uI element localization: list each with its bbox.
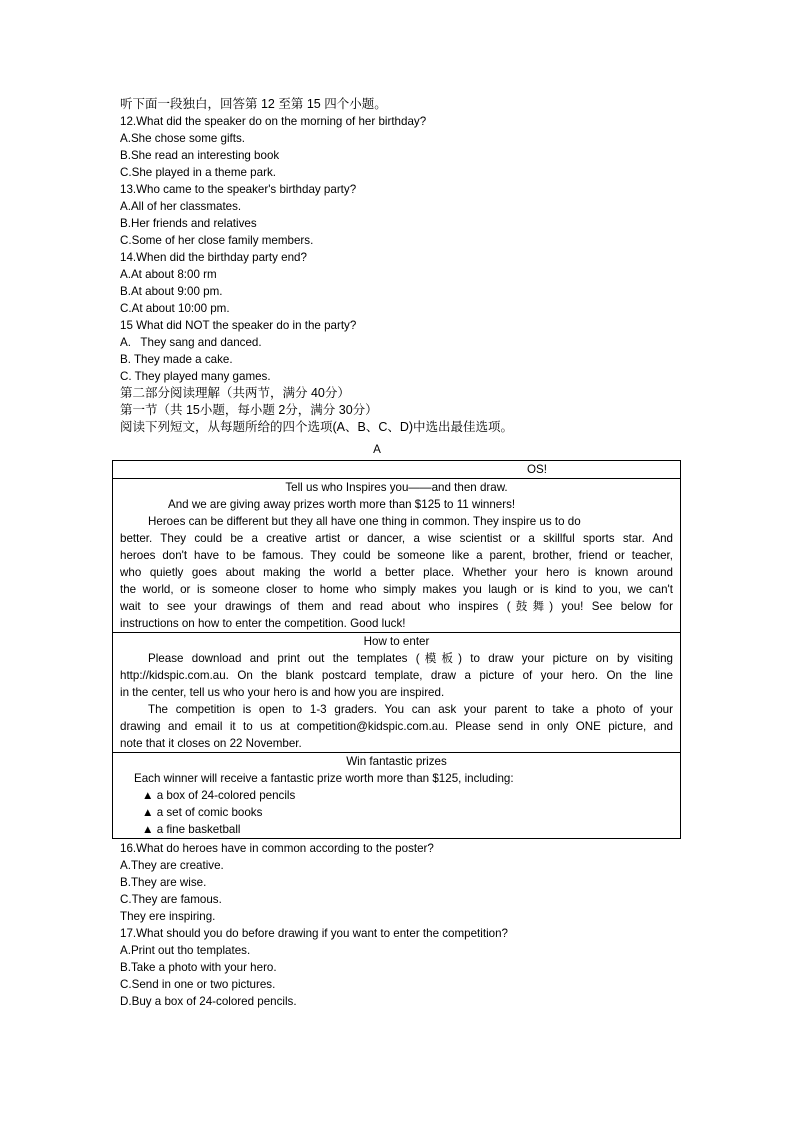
poster-header: OS! — [113, 461, 681, 479]
how-line: in the center, tell us who your hero is and how you are inspired. — [120, 686, 445, 699]
how-line: The competition is open to 1-3 graders. You can ask your parent to take a photo of your — [148, 703, 673, 716]
intro-line: wait to see your drawings of them and read about who inspires (鼓舞) you! See below for — [120, 600, 673, 613]
prizes-title: Win fantastic prizes — [346, 755, 447, 768]
intro-line: better. They could be a creative artist or dancer, a wise scientist or a skillful sports star. And — [120, 532, 673, 545]
prize-text: a fine basketball — [156, 823, 241, 836]
option-line: A.Print out tho templates. — [120, 944, 251, 957]
intro-line: who quietly goes about making the world a better place. Whether your hero is known around — [120, 566, 673, 579]
option-line: A. They sang and danced. — [120, 336, 262, 349]
passage-label: A — [373, 443, 381, 456]
question-line: 14.When did the birthday party end? — [120, 251, 307, 264]
how-line: http://kidspic.com.au. On the blank postcard template, draw a picture of your hero. On the line — [120, 669, 673, 682]
question-line: 12.What did the speaker do on the morning of her birthday? — [120, 115, 427, 128]
how-to-enter-title: How to enter — [363, 635, 430, 648]
prizes-cell — [113, 753, 681, 839]
intro-line: heroes don't have to be famous. They could be someone like a parent, brother, friend or teacher, — [120, 549, 673, 562]
reading-instruction: 阅读下列短文，从每题所给的四个选项(A、B、C、D)中选出最佳选项。 — [120, 420, 514, 434]
section-title: 第一节（共 15小题，每小题 2分，满分 30分） — [120, 403, 378, 417]
prize-item — [120, 787, 673, 804]
how-line: drawing and email it to us at competition@kidspic.com.au. Please send in only ONE picture, and — [120, 720, 673, 733]
option-line: B.Her friends and relatives — [120, 217, 257, 230]
part-title: 第二部分阅读理解（共两节，满分 40分） — [120, 386, 350, 400]
listening-instruction: 听下面一段独白，回答第 12 至第 15 四个小题。 — [120, 97, 387, 111]
poster-table — [112, 460, 681, 839]
option-line: B. They made a cake. — [120, 353, 233, 366]
option-line: B.She read an interesting book — [120, 149, 280, 162]
poster-subheadline: And we are giving away prizes worth more than $125 to 11 winners! — [168, 498, 516, 511]
question-line: 17.What should you do before drawing if you want to enter the competition? — [120, 927, 508, 940]
triangle-bullet-icon: ▲ — [142, 789, 154, 802]
intro-line: the world, or is someone closer to home who simply makes you laugh or is kind to you, we can't — [120, 583, 673, 596]
option-line: B.At about 9:00 pm. — [120, 285, 223, 298]
option-line: They ere inspiring. — [120, 910, 216, 923]
option-line: C.Some of her close family members. — [120, 234, 314, 247]
reading-questions — [120, 840, 590, 1010]
option-line: C.At about 10:00 pm. — [120, 302, 230, 315]
how-line: note that it closes on 22 November. — [120, 737, 302, 750]
prize-item — [120, 804, 673, 821]
question-line: 15 What did NOT the speaker do in the party? — [120, 319, 357, 332]
option-line: A.She chose some gifts. — [120, 132, 246, 145]
prize-item — [120, 821, 673, 838]
option-line: C. They played many games. — [120, 370, 271, 383]
option-line: C.She played in a theme park. — [120, 166, 276, 179]
option-line: A.At about 8:00 rm — [120, 268, 217, 281]
listening-section — [120, 96, 590, 436]
prizes-intro: Each winner will receive a fantastic prize worth more than $125, including: — [134, 772, 514, 785]
question-line: 13.Who came to the speaker's birthday party? — [120, 183, 357, 196]
intro-line: instructions on how to enter the competition. Good luck! — [120, 617, 406, 630]
intro-line: Heroes can be different but they all have one thing in common. They inspire us to do — [148, 515, 581, 528]
triangle-bullet-icon: ▲ — [142, 823, 154, 836]
how-line: Please download and print out the templates (模板) to draw your picture on by visiting — [148, 652, 673, 665]
how-to-enter-cell — [113, 633, 681, 753]
triangle-bullet-icon: ▲ — [142, 806, 154, 819]
option-line: B.They are wise. — [120, 876, 207, 889]
option-line: B.Take a photo with your hero. — [120, 961, 277, 974]
option-line: A.All of her classmates. — [120, 200, 242, 213]
option-line: D.Buy a box of 24-colored pencils. — [120, 995, 297, 1008]
prize-text: a set of comic books — [156, 806, 263, 819]
prize-text: a box of 24-colored pencils — [156, 789, 296, 802]
poster-intro-cell — [113, 479, 681, 633]
question-line: 16.What do heroes have in common according to the poster? — [120, 842, 434, 855]
option-line: C.Send in one or two pictures. — [120, 978, 276, 991]
poster-headline: Tell us who Inspires you——and then draw. — [285, 481, 508, 494]
option-line: C.They are famous. — [120, 893, 222, 906]
option-line: A.They are creative. — [120, 859, 224, 872]
